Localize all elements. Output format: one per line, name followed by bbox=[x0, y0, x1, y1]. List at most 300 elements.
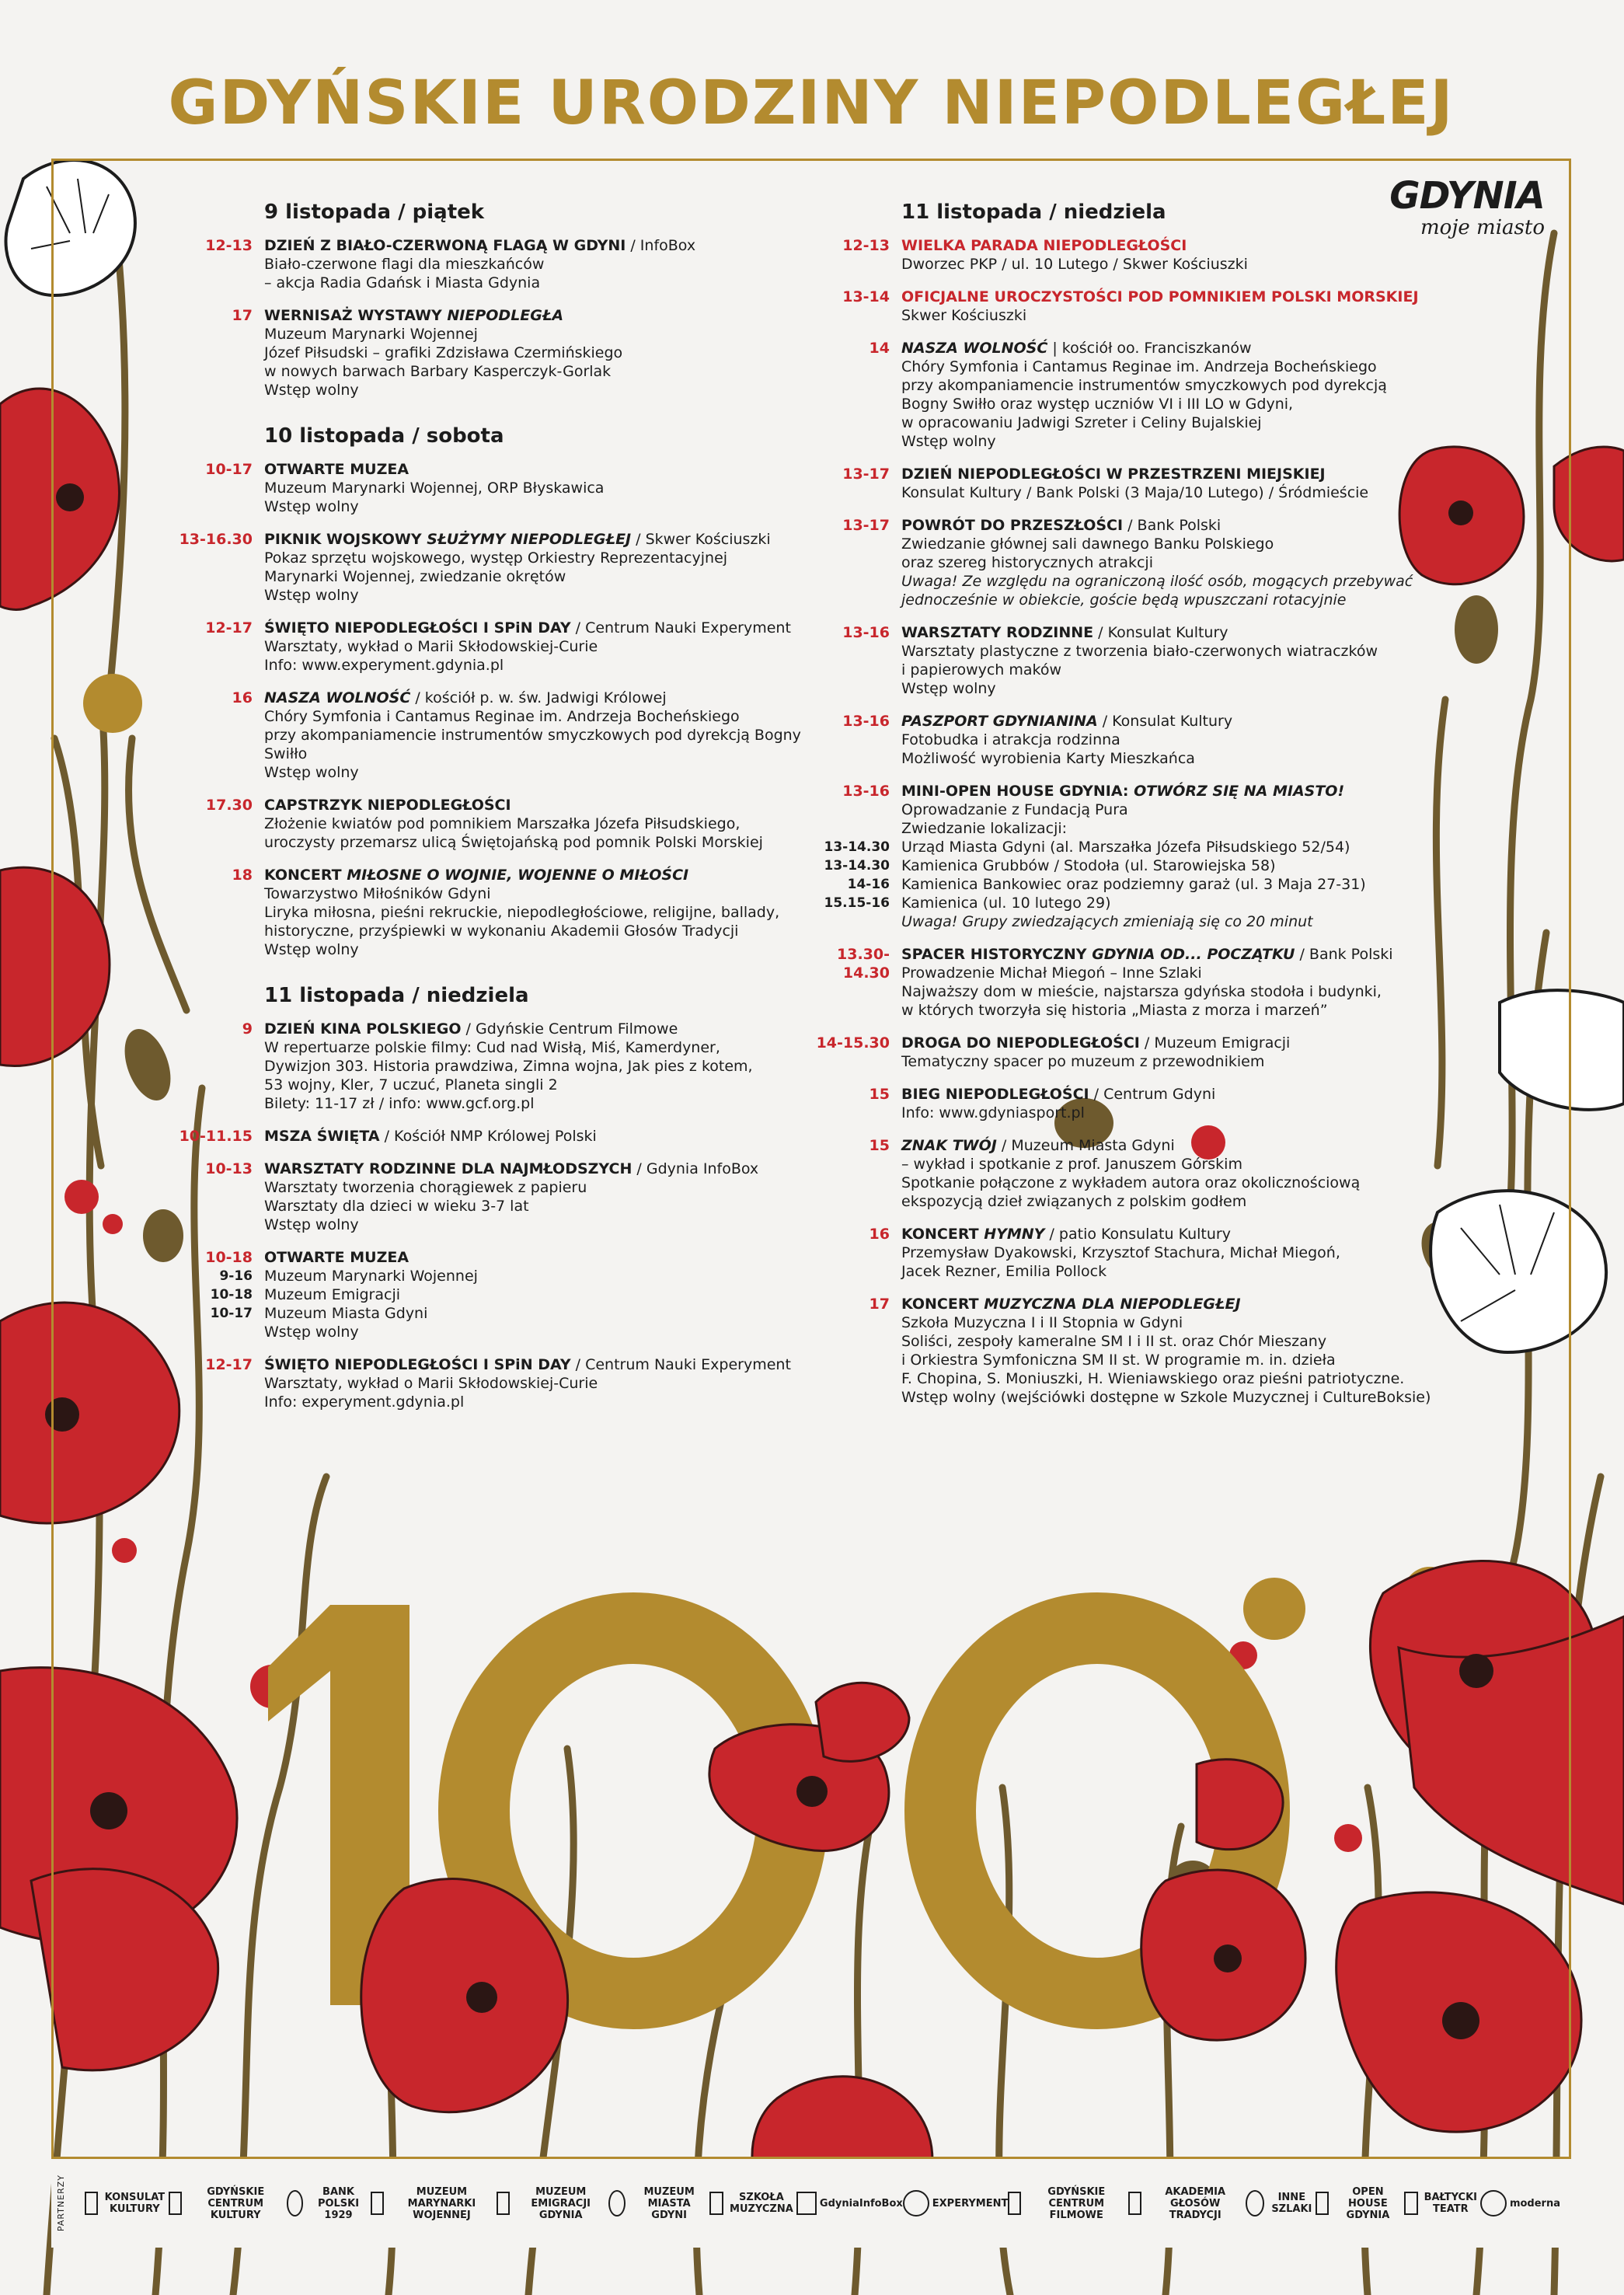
event-title: MSZA ŚWIĘTA bbox=[264, 1128, 380, 1145]
partner-logo bbox=[497, 2186, 608, 2221]
sub-item-text: Kamienica (ul. 10 lutego 29) bbox=[901, 895, 1111, 912]
partner-logo-text: MUZEUM EMIGRACJI GDYNIA bbox=[531, 2185, 591, 2221]
event-note: Uwaga! Ze względu na ograniczoną ilość osób, mogących przebywać bbox=[901, 573, 1413, 590]
partner-logo bbox=[903, 2190, 1009, 2217]
event-place: / Muzeum Emigracji bbox=[1139, 1034, 1291, 1052]
event-line: w opracowaniu Jadwigi Szreter i Celiny Bujalskiej bbox=[901, 414, 1262, 431]
event-time: 14-15.30 bbox=[816, 1034, 890, 1052]
event-time: 13-16 bbox=[842, 624, 890, 641]
event-line: W repertuarze polskie filmy: Cud nad Wisłą, Miś, Kamerdyner, bbox=[264, 1039, 720, 1056]
partner-logo-mark bbox=[371, 2192, 384, 2215]
event-title-line bbox=[264, 236, 839, 255]
event-time: 13-14 bbox=[842, 288, 890, 305]
event-title-line bbox=[901, 1034, 1515, 1052]
event-title: ŚWIĘTO NIEPODLEGŁOŚCI I SPiN DAY bbox=[264, 619, 571, 637]
event-line: Warsztaty, wykład o Marii Skłodowskiej-Curie bbox=[264, 638, 598, 655]
event-place: / InfoBox bbox=[626, 237, 696, 254]
event-line: Konsulat Kultury / Bank Polski (3 Maja/10 Lutego) / Śródmieście bbox=[901, 484, 1369, 501]
event-title-line bbox=[264, 1160, 839, 1178]
event-line: Info: experyment.gdynia.pl bbox=[264, 1393, 465, 1411]
sub-item-time: 10-17 bbox=[210, 1306, 253, 1321]
event-item bbox=[155, 796, 839, 852]
event-line: w których tworzyła się historia „Miasta z morza i marzeń” bbox=[901, 1002, 1328, 1019]
event-line: Wstęp wolny bbox=[901, 433, 996, 450]
partner-logo-mark bbox=[1008, 2192, 1021, 2215]
partner-logo-text: AKADEMIA GŁOSÓW TRADYCJI bbox=[1165, 2185, 1226, 2221]
event-item bbox=[155, 236, 839, 292]
event-line: Pokaz sprzętu wojskowego, występ Orkiestry Reprezentacyjnej bbox=[264, 549, 728, 567]
event-line: Towarzystwo Miłośników Gdyni bbox=[264, 885, 491, 902]
event-item bbox=[155, 1355, 839, 1411]
event-item bbox=[793, 623, 1515, 698]
event-title-italic: MUZYCZNA DLA NIEPODLEGŁEJ bbox=[984, 1296, 1241, 1313]
event-time: 18 bbox=[232, 867, 253, 884]
event-body bbox=[264, 306, 839, 399]
event-line: Zwiedzanie głównej sali dawnego Banku Polskiego bbox=[901, 535, 1274, 553]
partner-logo bbox=[1008, 2186, 1128, 2221]
event-time: 13.30-14.30 bbox=[837, 946, 890, 982]
event-title: BIEG NIEPODLEGŁOŚCI bbox=[901, 1086, 1089, 1103]
event-title: DROGA DO NIEPODLEGŁOŚCI bbox=[901, 1034, 1140, 1052]
partners-label: PARTNERZY bbox=[56, 2175, 66, 2232]
event-place: / Gdyńskie Centrum Filmowe bbox=[461, 1020, 678, 1038]
partner-logo-text: BAŁTYCKI TEATR bbox=[1424, 2192, 1478, 2215]
event-title-line bbox=[264, 1355, 839, 1374]
event-place: / Konsulat Kultury bbox=[1097, 713, 1233, 730]
event-title-line bbox=[901, 288, 1515, 306]
event-body bbox=[210, 1248, 839, 1341]
sub-item bbox=[824, 856, 1515, 875]
partner-logo bbox=[85, 2192, 169, 2215]
event-title-line bbox=[264, 530, 839, 549]
partner-logo bbox=[1480, 2190, 1560, 2217]
sub-item-text: Kamienica Bankowiec oraz podziemny garaż (ul. 3 Maja 27-31) bbox=[901, 876, 1366, 893]
event-line: Info: www.gdyniasport.pl bbox=[901, 1104, 1085, 1121]
event-item bbox=[155, 1127, 839, 1146]
event-line: – akcja Radia Gdańsk i Miasta Gdynia bbox=[264, 274, 541, 291]
event-item bbox=[155, 1160, 839, 1234]
event-time: 12-13 bbox=[205, 237, 253, 254]
sub-item-time: 13-14.30 bbox=[824, 858, 890, 874]
event-title-line bbox=[901, 339, 1515, 358]
event-body bbox=[901, 465, 1515, 502]
partner-logo-text: GdyniaInfoBox bbox=[819, 2197, 903, 2210]
event-title: SPACER HISTORYCZNY bbox=[901, 946, 1093, 963]
page-title: GDYŃSKIE URODZINY NIEPODLEGŁEJ bbox=[168, 68, 1455, 138]
event-line: Przemysław Dyakowski, Krzysztof Stachura, Michał Miegoń, bbox=[901, 1244, 1340, 1261]
partner-logos bbox=[74, 2186, 1571, 2221]
event-time: 10-18 bbox=[205, 1249, 253, 1266]
partner-logo bbox=[608, 2186, 709, 2221]
event-title-italic: NASZA WOLNOŚĆ bbox=[901, 340, 1048, 357]
event-line: i papierowych maków bbox=[901, 661, 1062, 678]
event-item bbox=[793, 712, 1515, 768]
sub-item bbox=[210, 1285, 839, 1304]
event-time: 16 bbox=[869, 1226, 890, 1243]
event-line: Wstęp wolny bbox=[264, 764, 359, 781]
event-time: 10-11.15 bbox=[179, 1128, 253, 1145]
event-time: 9 bbox=[242, 1020, 253, 1038]
partner-logo bbox=[709, 2192, 796, 2215]
event-body bbox=[901, 236, 1515, 274]
event-item bbox=[793, 339, 1515, 451]
event-time: 14 bbox=[869, 340, 890, 357]
event-item bbox=[793, 1295, 1515, 1407]
event-title-line bbox=[901, 623, 1515, 642]
partner-logo-mark bbox=[1246, 2190, 1264, 2217]
event-line: ekspozycją dzieł związanych z polskim godłem bbox=[901, 1193, 1247, 1210]
event-title-line bbox=[901, 1225, 1515, 1243]
day-spacer bbox=[155, 973, 839, 984]
event-title-line bbox=[264, 796, 839, 814]
event-line: Złożenie kwiatów pod pomnikiem Marszałka Józefa Piłsudskiego, bbox=[264, 815, 741, 832]
event-line: Jacek Rezner, Emilia Pollock bbox=[901, 1263, 1107, 1280]
event-line: Wstęp wolny bbox=[264, 587, 359, 604]
event-line: historyczne, przyśpiewki w wykonaniu Akademii Głosów Tradycji bbox=[264, 923, 739, 940]
event-line: Wstęp wolny bbox=[901, 680, 996, 697]
event-line: Wstęp wolny bbox=[264, 1324, 359, 1341]
event-title: KONCERT bbox=[901, 1296, 985, 1313]
event-time: 15 bbox=[869, 1086, 890, 1103]
event-title: WERNISAŻ WYSTAWY bbox=[264, 307, 448, 324]
event-line: Dywizjon 303. Historia prawdziwa, Zimna wojna, Jak pies z kotem, bbox=[264, 1058, 753, 1075]
event-time: 16 bbox=[232, 689, 253, 706]
schedule-left-column bbox=[155, 201, 839, 1436]
sub-item-time: 15.15-16 bbox=[824, 895, 890, 911]
event-time: 12-17 bbox=[205, 1356, 253, 1373]
event-line: Zwiedzanie lokalizacji: bbox=[901, 820, 1068, 837]
event-line: Bilety: 11-17 zł / info: www.gcf.org.pl bbox=[264, 1095, 535, 1112]
partner-logo-mark bbox=[608, 2190, 626, 2217]
event-line: Wstęp wolny bbox=[264, 382, 359, 399]
day-heading: 9 listopada / piątek bbox=[264, 201, 485, 224]
event-time: 13-17 bbox=[842, 517, 890, 534]
partner-logo-text: EXPERYMENT bbox=[932, 2197, 1009, 2210]
event-line: Możliwość wyrobienia Karty Mieszkańca bbox=[901, 750, 1195, 767]
event-body bbox=[901, 339, 1515, 451]
event-time: 10-17 bbox=[205, 461, 253, 478]
event-body bbox=[901, 288, 1515, 325]
event-line: Wstęp wolny (wejściówki dostępne w Szkole Muzycznej i CultureBoksie) bbox=[901, 1389, 1431, 1406]
event-body bbox=[264, 689, 839, 782]
event-title-line bbox=[901, 1085, 1515, 1104]
event-item bbox=[155, 306, 839, 399]
partner-logo-mark bbox=[497, 2192, 510, 2215]
partner-logo bbox=[371, 2186, 497, 2221]
event-line: Wstęp wolny bbox=[264, 498, 359, 515]
event-body bbox=[264, 796, 839, 852]
event-place: / Gdynia InfoBox bbox=[632, 1160, 759, 1177]
event-title-line bbox=[264, 689, 839, 707]
event-line: Najważszy dom w mieście, najstarsza gdyńska stodoła i budynki, bbox=[901, 983, 1382, 1000]
sub-item-time: 14-16 bbox=[847, 877, 890, 892]
event-body bbox=[264, 1355, 839, 1411]
event-body bbox=[264, 1020, 839, 1113]
event-title: DZIEŃ KINA POLSKIEGO bbox=[264, 1020, 462, 1038]
event-item bbox=[793, 236, 1515, 274]
partner-logo-text: SZKOŁA MUZYCZNA bbox=[730, 2192, 793, 2215]
event-line: oraz szereg historycznych atrakcji bbox=[901, 554, 1153, 571]
day-spacer bbox=[155, 413, 839, 424]
event-line: Wstęp wolny bbox=[264, 1216, 359, 1233]
event-time: 12-17 bbox=[205, 619, 253, 637]
event-line: Info: www.experyment.gdynia.pl bbox=[264, 657, 504, 674]
event-title: KONCERT bbox=[901, 1226, 985, 1243]
event-body bbox=[264, 866, 839, 959]
event-place: / Bank Polski bbox=[1123, 517, 1221, 534]
logo-main-text: GDYNIA bbox=[1389, 174, 1545, 218]
event-line: F. Chopina, S. Moniuszki, H. Wieniawskiego oraz pieśni patriotyczne. bbox=[901, 1370, 1405, 1387]
event-time: 17.30 bbox=[205, 797, 253, 814]
event-line: Fotobudka i atrakcja rodzinna bbox=[901, 731, 1120, 748]
event-item bbox=[793, 1034, 1515, 1071]
partner-logo-text: GDYŃSKIE CENTRUM KULTURY bbox=[207, 2185, 265, 2221]
event-body bbox=[264, 619, 839, 675]
event-item bbox=[155, 866, 839, 959]
event-time: 17 bbox=[232, 307, 253, 324]
partner-logo-mark bbox=[796, 2192, 817, 2215]
event-line: Józef Piłsudski – grafiki Zdzisława Czermińskiego bbox=[264, 344, 623, 361]
event-body bbox=[901, 1034, 1515, 1071]
event-line: Soliści, zespoły kameralne SM I i II st. oraz Chór Mieszany bbox=[901, 1333, 1327, 1350]
event-title: WARSZTATY RODZINNE DLA NAJMŁODSZYCH bbox=[264, 1160, 633, 1177]
event-line: Warsztaty plastyczne z tworzenia biało-czerwonych wiatraczków bbox=[901, 643, 1378, 660]
event-body bbox=[901, 712, 1515, 768]
partner-logo-mark bbox=[903, 2190, 929, 2217]
partner-logo bbox=[1128, 2186, 1246, 2221]
event-title-italic: PASZPORT GDYNIANINA bbox=[901, 713, 1098, 730]
event-title-line bbox=[901, 516, 1515, 535]
event-body bbox=[264, 236, 839, 292]
day-spacer bbox=[793, 1421, 1515, 1432]
partner-logo-mark bbox=[709, 2192, 723, 2215]
partner-logo-text: BANK POLSKI 1929 bbox=[317, 2185, 360, 2221]
event-body bbox=[901, 945, 1515, 1020]
event-line: Tematyczny spacer po muzeum z przewodnikiem bbox=[901, 1053, 1265, 1070]
partner-logo bbox=[1246, 2190, 1316, 2217]
day-spacer bbox=[155, 1425, 839, 1436]
partners-bar bbox=[51, 2157, 1571, 2248]
event-title: OFICJALNE UROCZYSTOŚCI POD POMNIKIEM POLSKI MORSKIEJ bbox=[901, 288, 1419, 305]
logo-sub-text: moje miasto bbox=[1420, 216, 1545, 239]
event-item bbox=[155, 530, 839, 605]
sub-item-text: Kamienica Grubbów / Stodoła (ul. Starowiejska 58) bbox=[901, 857, 1276, 874]
sub-item-text: Muzeum Marynarki Wojennej bbox=[264, 1268, 478, 1285]
event-line: Muzeum Marynarki Wojennej bbox=[264, 326, 478, 343]
event-title-line bbox=[264, 866, 839, 884]
schedule-right-column bbox=[793, 201, 1515, 1432]
event-place: / Bank Polski bbox=[1295, 946, 1393, 963]
event-line: Szkoła Muzyczna I i II Stopnia w Gdyni bbox=[901, 1314, 1183, 1331]
event-line: przy akompaniamencie instrumentów smyczkowych pod dyrekcją Bogny Swiłło bbox=[264, 727, 801, 762]
event-title: POWRÓT DO PRZESZŁOŚCI bbox=[901, 517, 1124, 534]
event-line: i Orkiestra Symfoniczna SM II st. W programie m. in. dzieła bbox=[901, 1352, 1336, 1369]
sub-item-time: 13-14.30 bbox=[824, 839, 890, 855]
event-item bbox=[155, 689, 839, 782]
event-title-line bbox=[264, 306, 839, 325]
sub-item bbox=[210, 1304, 839, 1323]
event-title: WIELKA PARADA NIEPODLEGŁOŚCI bbox=[901, 237, 1187, 254]
event-time: 13-16 bbox=[842, 783, 890, 800]
partner-logo-mark bbox=[1480, 2190, 1507, 2217]
event-line: Warsztaty dla dzieci w wieku 3-7 lat bbox=[264, 1198, 529, 1215]
header bbox=[51, 48, 1571, 161]
partner-logo-text: MUZEUM MIASTA GDYNI bbox=[643, 2185, 695, 2221]
event-time: 17 bbox=[869, 1296, 890, 1313]
sub-item-text: Muzeum Emigracji bbox=[264, 1286, 400, 1303]
event-place: / Muzeum Miasta Gdyni bbox=[996, 1137, 1175, 1154]
partner-logo-mark bbox=[1404, 2192, 1418, 2215]
day-heading: 11 listopada / niedziela bbox=[264, 984, 529, 1007]
sub-item-time: 9-16 bbox=[219, 1268, 253, 1284]
event-line: Biało-czerwone flagi dla mieszkańców bbox=[264, 256, 545, 273]
event-item bbox=[793, 516, 1515, 609]
event-line: Chóry Symfonia i Cantamus Reginae im. Andrzeja Bocheńskiego bbox=[264, 708, 740, 725]
event-place: / Centrum Nauki Experyment bbox=[570, 1356, 791, 1373]
event-time: 10-13 bbox=[205, 1160, 253, 1177]
partner-logo-text: OPEN HOUSE GDYNIA bbox=[1346, 2185, 1390, 2221]
event-line: Muzeum Marynarki Wojennej, ORP Błyskawica bbox=[264, 480, 605, 497]
event-place: / Centrum Nauki Experyment bbox=[570, 619, 791, 637]
event-title-italic: SŁUŻYMY NIEPODLEGŁEJ bbox=[427, 531, 632, 548]
event-title-italic: HYMNY bbox=[984, 1226, 1045, 1243]
event-title-italic: GDYNIA OD... POCZĄTKU bbox=[1092, 946, 1295, 963]
partner-logo-text: KONSULAT KULTURY bbox=[104, 2192, 166, 2215]
partner-logo bbox=[1404, 2192, 1480, 2215]
partner-logo bbox=[796, 2192, 903, 2215]
partner-logo-text: moderna bbox=[1509, 2197, 1560, 2210]
sub-item bbox=[824, 838, 1515, 856]
event-item bbox=[793, 945, 1515, 1020]
event-title: CAPSTRZYK NIEPODLEGŁOŚCI bbox=[264, 797, 511, 814]
event-line: Marynarki Wojennej, zwiedzanie okrętów bbox=[264, 568, 566, 585]
event-place: / Skwer Kościuszki bbox=[631, 531, 771, 548]
event-line: – wykład i spotkanie z prof. Januszem Górskim bbox=[901, 1156, 1242, 1173]
partner-logo-text: GDYŃSKIE CENTRUM FILMOWE bbox=[1047, 2185, 1106, 2221]
sub-item bbox=[847, 875, 1515, 894]
event-time: 13-16 bbox=[842, 713, 890, 730]
event-time: 12-13 bbox=[842, 237, 890, 254]
event-item bbox=[155, 619, 839, 675]
event-place: / Kościół NMP Królowej Polski bbox=[379, 1128, 597, 1145]
event-body bbox=[901, 1085, 1515, 1122]
sub-item bbox=[219, 1267, 839, 1285]
event-title: DZIEŃ Z BIAŁO-CZERWONĄ FLAGĄ W GDYNI bbox=[264, 237, 626, 254]
event-title: KONCERT bbox=[264, 867, 347, 884]
event-body bbox=[264, 460, 839, 516]
partner-logo-text: MUZEUM MARYNARKI WOJENNEJ bbox=[407, 2185, 476, 2221]
event-line: Spotkanie połączone z wykładem autora oraz okolicznościową bbox=[901, 1174, 1361, 1191]
event-title: MINI-OPEN HOUSE GDYNIA: bbox=[901, 783, 1134, 800]
event-place: / patio Konsulatu Kultury bbox=[1044, 1226, 1231, 1243]
event-title-italic: OTWÓRZ SIĘ NA MIASTO! bbox=[1134, 783, 1345, 800]
event-body bbox=[901, 1295, 1515, 1407]
event-place: / Centrum Gdyni bbox=[1089, 1086, 1216, 1103]
event-title: PIKNIK WOJSKOWY bbox=[264, 531, 427, 548]
event-line: Oprowadzanie z Fundacją Pura bbox=[901, 801, 1128, 818]
partner-logo-mark bbox=[169, 2192, 182, 2215]
partner-logo-mark bbox=[287, 2190, 304, 2217]
event-line: Liryka miłosna, pieśni rekruckie, niepodległościowe, religijne, ballady, bbox=[264, 904, 780, 921]
event-title-line bbox=[264, 1248, 839, 1267]
event-item bbox=[793, 465, 1515, 502]
sub-item-time: 10-18 bbox=[210, 1287, 253, 1303]
event-body bbox=[264, 530, 839, 605]
event-place: / Konsulat Kultury bbox=[1093, 624, 1228, 641]
event-body bbox=[901, 1225, 1515, 1281]
event-line: przy akompaniamencie instrumentów smyczkowych pod dyrekcją bbox=[901, 377, 1387, 394]
sub-item-text: Urząd Miasta Gdyni (al. Marszałka Józefa Piłsudskiego 52/54) bbox=[901, 839, 1350, 856]
event-item bbox=[155, 1248, 839, 1341]
event-item bbox=[793, 1136, 1515, 1211]
event-title-line bbox=[901, 782, 1515, 800]
event-item bbox=[793, 1225, 1515, 1281]
day-heading: 11 listopada / niedziela bbox=[901, 201, 1166, 224]
partner-logo-mark bbox=[1128, 2192, 1141, 2215]
event-title-italic: ZNAK TWÓJ bbox=[901, 1137, 997, 1154]
partner-logo bbox=[1316, 2186, 1403, 2221]
event-item bbox=[793, 782, 1515, 931]
event-line: uroczysty przemarsz ulicą Świętojańską pod pomnik Polski Morskiej bbox=[264, 834, 763, 851]
event-title: ŚWIĘTO NIEPODLEGŁOŚCI I SPiN DAY bbox=[264, 1356, 571, 1373]
event-note: jednocześnie w obiekcie, goście będą wpuszczani rotacyjnie bbox=[901, 591, 1347, 609]
event-title-line bbox=[901, 945, 1515, 964]
event-item bbox=[155, 1020, 839, 1113]
event-note: Uwaga! Grupy zwiedzających zmieniają się co 20 minut bbox=[901, 913, 1313, 930]
event-title: OTWARTE MUZEA bbox=[264, 1249, 409, 1266]
event-line: Dworzec PKP / ul. 10 Lutego / Skwer Kościuszki bbox=[901, 256, 1248, 273]
day-heading: 10 listopada / sobota bbox=[264, 424, 504, 448]
event-place: / kościół p. w. św. Jadwigi Królowej bbox=[410, 689, 667, 706]
event-title: DZIEŃ NIEPODLEGŁOŚCI W PRZESTRZENI MIEJSKIEJ bbox=[901, 466, 1326, 483]
partner-logo bbox=[169, 2186, 287, 2221]
event-line: Warsztaty tworzenia chorągiewek z papieru bbox=[264, 1179, 587, 1196]
event-line: Chóry Symfonia i Cantamus Reginae im. Andrzeja Bocheńskiego bbox=[901, 358, 1377, 375]
event-title-line bbox=[901, 236, 1515, 255]
event-title-italic: NIEPODLEGŁA bbox=[447, 307, 564, 324]
event-title-line bbox=[901, 1136, 1515, 1155]
event-line: Skwer Kościuszki bbox=[901, 307, 1027, 324]
event-title-line bbox=[901, 712, 1515, 731]
sub-item-text: Muzeum Miasta Gdyni bbox=[264, 1305, 428, 1322]
event-item bbox=[793, 1085, 1515, 1122]
event-title: WARSZTATY RODZINNE bbox=[901, 624, 1094, 641]
event-line: Prowadzenie Michał Miegoń – Inne Szlaki bbox=[901, 964, 1202, 982]
event-title-line bbox=[264, 1127, 839, 1146]
event-place: | kościół oo. Franciszkanów bbox=[1047, 340, 1252, 357]
event-item bbox=[155, 460, 839, 516]
event-line: 53 wojny, Kler, 7 uczuć, Planeta singli 2 bbox=[264, 1076, 558, 1093]
event-title-italic: NASZA WOLNOŚĆ bbox=[264, 689, 411, 706]
event-body bbox=[264, 1160, 839, 1234]
event-title-line bbox=[264, 1020, 839, 1038]
event-title-italic: MIŁOSNE O WOJNIE, WOJENNE O MIŁOŚCI bbox=[347, 867, 689, 884]
event-body bbox=[901, 623, 1515, 698]
partner-logo-mark bbox=[1316, 2192, 1329, 2215]
event-line: Bogny Swiłło oraz występ uczniów VI i III LO w Gdyni, bbox=[901, 396, 1294, 413]
event-line: w nowych barwach Barbary Kasperczyk-Gorlak bbox=[264, 363, 612, 380]
event-title-line bbox=[901, 465, 1515, 483]
event-time: 15 bbox=[869, 1137, 890, 1154]
event-title-line bbox=[901, 1295, 1515, 1313]
event-item bbox=[793, 288, 1515, 325]
event-time: 13-16.30 bbox=[179, 531, 253, 548]
partner-logo-text: INNE SZLAKI bbox=[1271, 2192, 1312, 2215]
event-time: 13-17 bbox=[842, 466, 890, 483]
event-line: Warsztaty, wykład o Marii Skłodowskiej-Curie bbox=[264, 1375, 598, 1392]
partner-logo-mark bbox=[85, 2192, 98, 2215]
partner-logo bbox=[287, 2186, 371, 2221]
